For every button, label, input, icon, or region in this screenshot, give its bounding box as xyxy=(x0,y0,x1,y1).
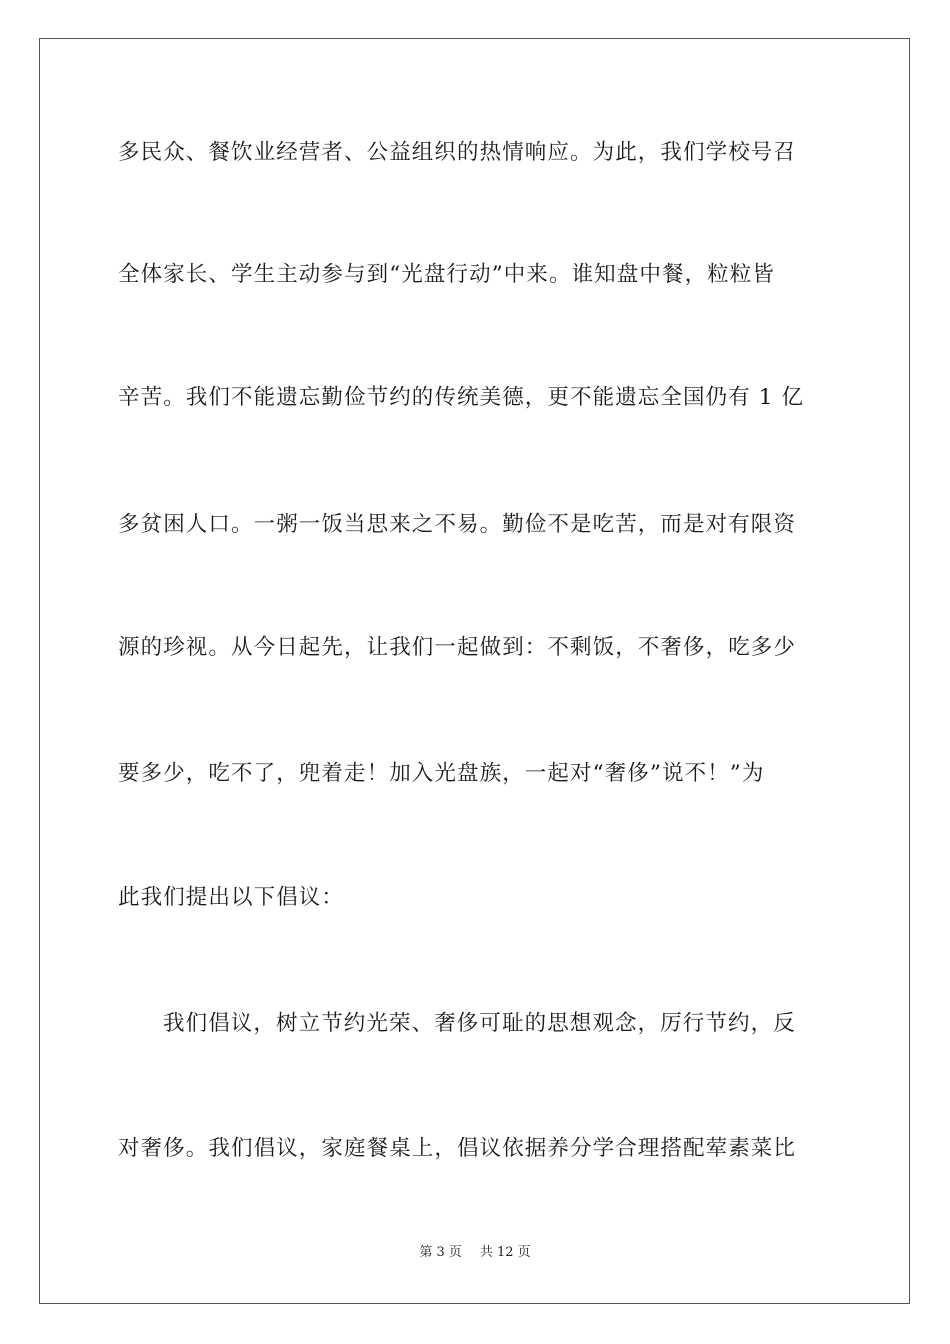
page-border xyxy=(39,38,910,1304)
text-line: 辛苦。我们不能遗忘勤俭节约的传统美德，更不能遗忘全国仍有 1 亿 xyxy=(118,385,805,410)
page-total: 共 12 页 xyxy=(479,1245,531,1260)
text-line: 多贫困人口。一粥一饭当思来之不易。勤俭不是吃苦，而是对有限资 xyxy=(118,512,797,537)
text-line: 源的珍视。从今日起先，让我们一起做到：不剩饭，不奢侈，吃多少 xyxy=(118,635,797,660)
text-line: 对奢侈。我们倡议，家庭餐桌上，倡议依据养分学合理搭配荤素菜比 xyxy=(118,1136,797,1161)
page-number: 第 3 页 xyxy=(419,1245,462,1260)
page-footer xyxy=(0,1244,950,1262)
text-line: 多民众、餐饮业经营者、公益组织的热情响应。为此，我们学校号召 xyxy=(118,140,797,165)
text-line: 此我们提出以下倡议： xyxy=(118,885,345,910)
text-line: 要多少，吃不了，兜着走！加入光盘族，一起对“奢侈”说不！”为 xyxy=(118,761,765,786)
text-line: 全体家长、学生主动参与到“光盘行动”中来。谁知盘中餐，粒粒皆 xyxy=(118,262,775,287)
paragraph-first-line: 我们倡议，树立节约光荣、奢侈可耻的思想观念，厉行节约，反 xyxy=(163,1011,796,1036)
